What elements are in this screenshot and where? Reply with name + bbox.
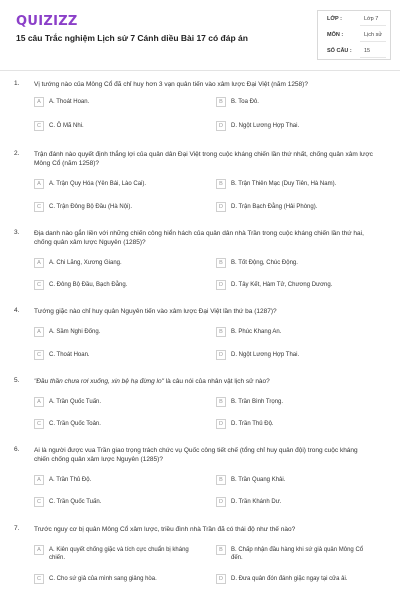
question-text: Trận đánh nào quyết định thắng lợi của quân dân Đại Việt trong cuộc kháng chiến lần thứ nhất, chống quân xâm lược Mông Cổ (năm 1258)? <box>34 151 373 167</box>
question-number: 6. <box>14 446 20 453</box>
info-value: Lớp 7 <box>364 16 379 22</box>
option-c[interactable] <box>34 419 194 430</box>
question-text <box>34 377 374 386</box>
option-text: B. Trần Quang Khải. <box>231 477 286 483</box>
option-d[interactable] <box>216 574 386 585</box>
option-badge: A <box>34 475 44 485</box>
info-label: LỚP : <box>327 16 342 22</box>
option-b[interactable] <box>216 179 386 190</box>
option-c[interactable] <box>34 280 194 291</box>
option-a[interactable] <box>34 545 194 561</box>
info-value: Lịch sử <box>364 32 383 38</box>
option-badge: D <box>216 574 226 584</box>
option-badge: B <box>216 397 226 407</box>
header <box>0 0 400 70</box>
option-badge: C <box>34 419 44 429</box>
option-b[interactable] <box>216 545 386 561</box>
option-badge: C <box>34 280 44 290</box>
option-badge: D <box>216 350 226 360</box>
option-text: C. Trần Quốc Toản. <box>49 421 101 427</box>
option-badge: D <box>216 121 226 131</box>
option-text: B. Trận Thiên Mạc (Duy Tiên, Hà Nam). <box>231 181 337 187</box>
option-badge: D <box>216 280 226 290</box>
option-badge: B <box>216 475 226 485</box>
option-text: C. Đông Bộ Đầu, Bạch Đằng. <box>49 282 128 288</box>
info-underline <box>360 25 386 26</box>
option-badge: A <box>34 327 44 337</box>
option-badge: A <box>34 179 44 189</box>
option-badge: A <box>34 397 44 407</box>
option-badge: A <box>34 97 44 107</box>
option-text: C. Trần Quốc Tuấn. <box>49 499 102 505</box>
option-text: D. Ngột Lương Hợp Thai. <box>231 123 300 129</box>
option-text: D. Tây Kết, Hàm Tử, Chương Dương. <box>231 282 333 288</box>
option-badge: D <box>216 419 226 429</box>
option-d[interactable] <box>216 350 386 361</box>
option-d[interactable] <box>216 497 386 508</box>
option-c[interactable] <box>34 202 194 213</box>
question-number: 3. <box>14 229 20 236</box>
question-text: Trước nguy cơ bị quân Mông Cổ xâm lược, triều đình nhà Trần đã có thái độ như thế nào? <box>34 526 296 533</box>
option-text: A. Trần Quốc Tuấn. <box>49 399 102 405</box>
option-d[interactable] <box>216 280 386 291</box>
option-badge: B <box>216 545 226 555</box>
option-text: D. Ngột Lương Hợp Thai. <box>231 352 300 358</box>
option-badge: B <box>216 97 226 107</box>
option-b[interactable] <box>216 258 386 269</box>
option-a[interactable] <box>34 258 194 269</box>
header-divider <box>0 70 400 71</box>
option-c[interactable] <box>34 121 194 132</box>
option-a[interactable] <box>34 475 194 486</box>
option-c[interactable] <box>34 574 194 585</box>
option-text: C. Thoát Hoan. <box>49 352 90 358</box>
option-text: D. Đưa quân đón đánh giặc ngay tại cửa ải. <box>231 576 348 582</box>
question-number: 5. <box>14 377 20 384</box>
info-box <box>317 10 391 60</box>
question-number: 4. <box>14 307 20 314</box>
info-row-count <box>318 43 392 59</box>
info-value: 15 <box>364 48 371 54</box>
option-text: A. Sầm Nghi Đống. <box>49 329 101 335</box>
option-text: B. Phúc Khang An. <box>231 329 282 335</box>
option-text: D. Trần Thủ Độ. <box>231 421 274 427</box>
option-text: A. Thoát Hoan. <box>49 99 90 105</box>
option-text: C. Cho sứ giả của mình sang giảng hòa. <box>49 576 157 582</box>
option-d[interactable] <box>216 419 386 430</box>
option-a[interactable] <box>34 397 194 408</box>
option-text: D. Trần Khánh Dư. <box>231 499 282 505</box>
quizizz-logo[interactable]: QUIZIZZ <box>16 14 78 29</box>
question-text: Ai là người được vua Trần giao trọng trách chức vụ Quốc công tiết chế (tổng chỉ huy quân đội) trong cuộc kháng chiến chống quân xâm lược Nguyên (1285)? <box>34 447 358 463</box>
question-text: Vị tướng nào của Mông Cổ đã chỉ huy hơn 3 vạn quân tiến vào xâm lược Đại Việt (năm 1258)? <box>34 81 308 88</box>
option-badge: C <box>34 350 44 360</box>
question-number: 1. <box>14 80 20 87</box>
option-text: B. Chấp nhận đầu hàng khi sứ giả quân Mông Cổ đến. <box>231 547 364 561</box>
option-text: B. Toa Đô. <box>231 99 259 105</box>
info-underline <box>360 41 386 42</box>
option-text: B. Trần Bình Trọng. <box>231 399 284 405</box>
option-a[interactable] <box>34 327 194 338</box>
option-text: D. Trận Bạch Đằng (Hải Phòng). <box>231 204 318 210</box>
info-label: MÔN : <box>327 32 344 38</box>
info-row-subject <box>318 27 392 43</box>
question-number: 2. <box>14 150 20 157</box>
option-b[interactable] <box>216 475 386 486</box>
question-quote: "Đầu thần chưa rơi xuống, xin bệ hạ đừng lo" <box>34 378 164 385</box>
option-text: C. Ô Mã Nhi. <box>49 123 84 129</box>
option-b[interactable] <box>216 327 386 338</box>
question-number: 7. <box>14 525 20 532</box>
info-row-class <box>318 11 392 27</box>
question-text: Tướng giặc nào chỉ huy quân Nguyên tiến vào xâm lược Đại Việt lần thứ ba (1287)? <box>34 308 277 315</box>
option-badge: C <box>34 202 44 212</box>
option-text: A. Trần Thủ Độ. <box>49 477 92 483</box>
option-text: B. Tốt Động, Chúc Động. <box>231 260 298 266</box>
question-text: Địa danh nào gắn liền với những chiến công hiển hách của quân dân nhà Trần trong cuộc kháng chiến lần thứ hai, chống quân xâm lược Nguyên (1285)? <box>34 230 364 246</box>
option-badge: B <box>216 179 226 189</box>
option-c[interactable] <box>34 497 194 508</box>
info-label: SỐ CÂU : <box>327 48 352 54</box>
info-underline <box>360 57 386 58</box>
option-b[interactable] <box>216 397 386 408</box>
option-badge: B <box>216 258 226 268</box>
option-badge: A <box>34 545 44 555</box>
option-badge: D <box>216 497 226 507</box>
page-title: 15 câu Trắc nghiệm Lịch sử 7 Cánh diều Bài 17 có đáp án <box>16 33 248 43</box>
option-b[interactable] <box>216 97 386 108</box>
option-c[interactable] <box>34 350 194 361</box>
option-badge: A <box>34 258 44 268</box>
option-badge: C <box>34 574 44 584</box>
option-d[interactable] <box>216 121 386 132</box>
option-text: A. Chi Lăng, Xương Giang. <box>49 260 122 266</box>
question-text-rest: là câu nói của nhân vật lịch sử nào? <box>163 378 270 385</box>
option-badge: D <box>216 202 226 212</box>
option-d[interactable] <box>216 202 386 213</box>
option-text: C. Trận Đông Bộ Đầu (Hà Nội). <box>49 204 133 210</box>
option-a[interactable] <box>34 179 194 190</box>
option-badge: B <box>216 327 226 337</box>
option-a[interactable] <box>34 97 194 108</box>
option-badge: C <box>34 121 44 131</box>
option-text: A. Kiên quyết chống giặc và tích cực chuẩn bị kháng chiến. <box>49 547 189 561</box>
option-text: A. Trận Quy Hóa (Yên Bái, Lào Cai). <box>49 181 147 187</box>
option-badge: C <box>34 497 44 507</box>
